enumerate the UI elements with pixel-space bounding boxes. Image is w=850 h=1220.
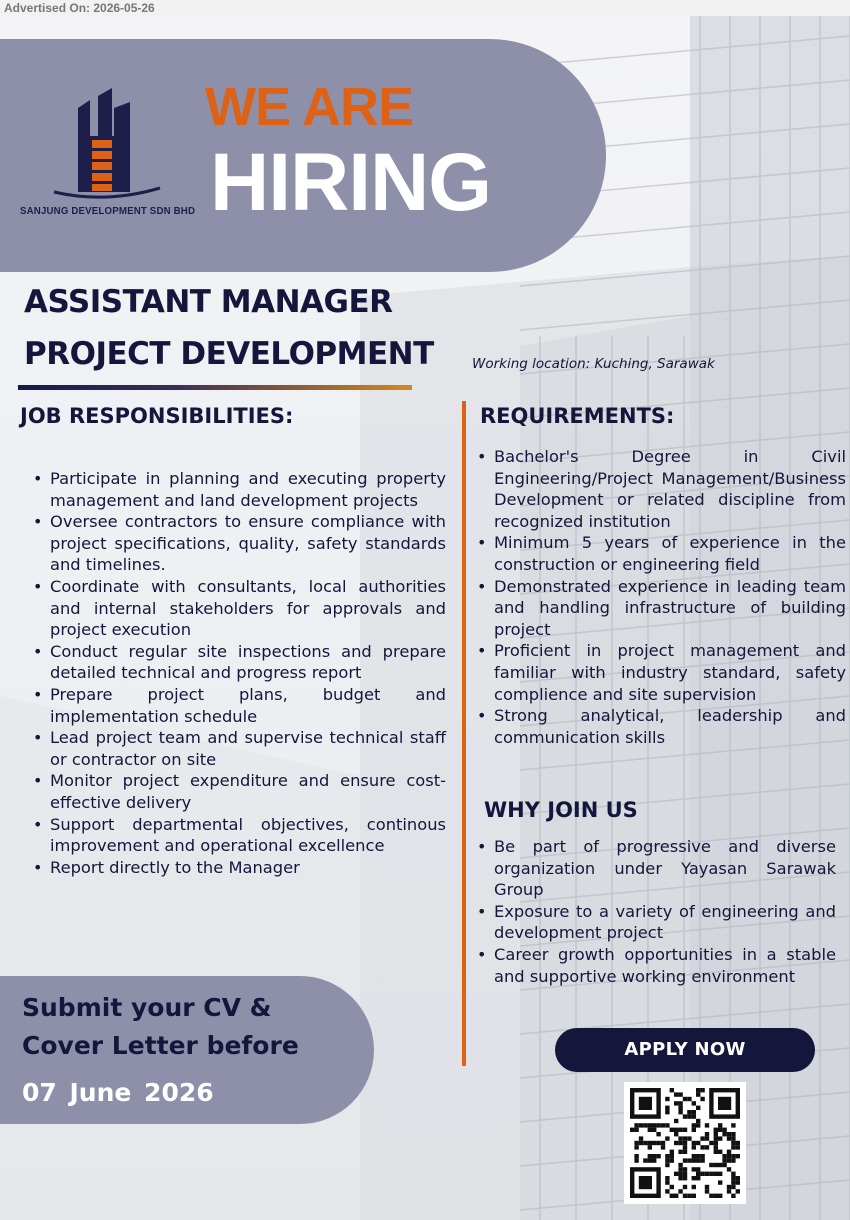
column-divider bbox=[462, 401, 466, 1066]
list-item: • Prepare project plans, budget and implementation schedule bbox=[50, 684, 446, 727]
why-join-list bbox=[476, 836, 836, 987]
list-item: • Strong analytical, leadership and communication skills bbox=[494, 705, 846, 748]
requirements-heading: REQUIREMENTS: bbox=[480, 404, 675, 428]
job-title-line-1: ASSISTANT MANAGER bbox=[24, 284, 393, 320]
job-title-line-2: PROJECT DEVELOPMENT bbox=[24, 336, 434, 372]
list-item: • Demonstrated experience in leading team and handling infrastructure of building project bbox=[494, 576, 846, 641]
qr-code[interactable] bbox=[624, 1082, 746, 1204]
list-item: • Support departmental objectives, continous improvement and operational excellence bbox=[50, 814, 446, 857]
submit-text-line-2: Cover Letter before bbox=[22, 1031, 299, 1060]
list-item: • Career growth opportunities in a stable and supportive working environment bbox=[494, 944, 836, 987]
list-item: • Proficient in project management and familiar with industry standard, safety complience and site supervision bbox=[494, 640, 846, 705]
responsibilities-list bbox=[32, 468, 446, 878]
list-item: • Report directly to the Manager bbox=[50, 857, 446, 879]
job-poster bbox=[0, 16, 850, 1220]
list-item: • Conduct regular site inspections and prepare detailed technical and progress report bbox=[50, 641, 446, 684]
list-item: • Lead project team and supervise technical staff or contractor on site bbox=[50, 727, 446, 770]
why-join-heading: WHY JOIN US bbox=[484, 798, 638, 822]
requirements-list bbox=[476, 446, 846, 748]
submit-text-line-1: Submit your CV & bbox=[22, 993, 272, 1022]
title-underline bbox=[18, 385, 412, 390]
apply-now-button[interactable]: APPLY NOW bbox=[555, 1028, 815, 1072]
headline-we-are: WE ARE bbox=[205, 77, 413, 137]
list-item: • Minimum 5 years of experience in the construction or engineering field bbox=[494, 532, 846, 575]
list-item: • Bachelor's Degree in Civil Engineering/Project Management/Business Development or related discipline from recognized institution bbox=[494, 446, 846, 532]
headline-hiring: HIRING bbox=[210, 137, 491, 228]
list-item: • Be part of progressive and diverse organization under Yayasan Sarawak Group bbox=[494, 836, 836, 901]
list-item: • Monitor project expenditure and ensure cost-effective delivery bbox=[50, 770, 446, 813]
submission-deadline: 07 June 2026 bbox=[22, 1078, 214, 1107]
list-item: • Exposure to a variety of engineering and development project bbox=[494, 901, 836, 944]
company-name: SANJUNG DEVELOPMENT SDN BHD bbox=[20, 205, 196, 217]
advertised-on-banner: Advertised On: 2026-05-26 bbox=[0, 0, 850, 16]
list-item: • Oversee contractors to ensure compliance with project specifications, quality, safety standards and timelines. bbox=[50, 511, 446, 576]
company-logo bbox=[50, 88, 162, 206]
list-item: • Participate in planning and executing property management and land development projects bbox=[50, 468, 446, 511]
list-item: • Coordinate with consultants, local authorities and internal stakeholders for approvals and project execution bbox=[50, 576, 446, 641]
responsibilities-heading: JOB RESPONSIBILITIES: bbox=[20, 404, 294, 428]
working-location: Working location: Kuching, Sarawak bbox=[472, 356, 715, 372]
